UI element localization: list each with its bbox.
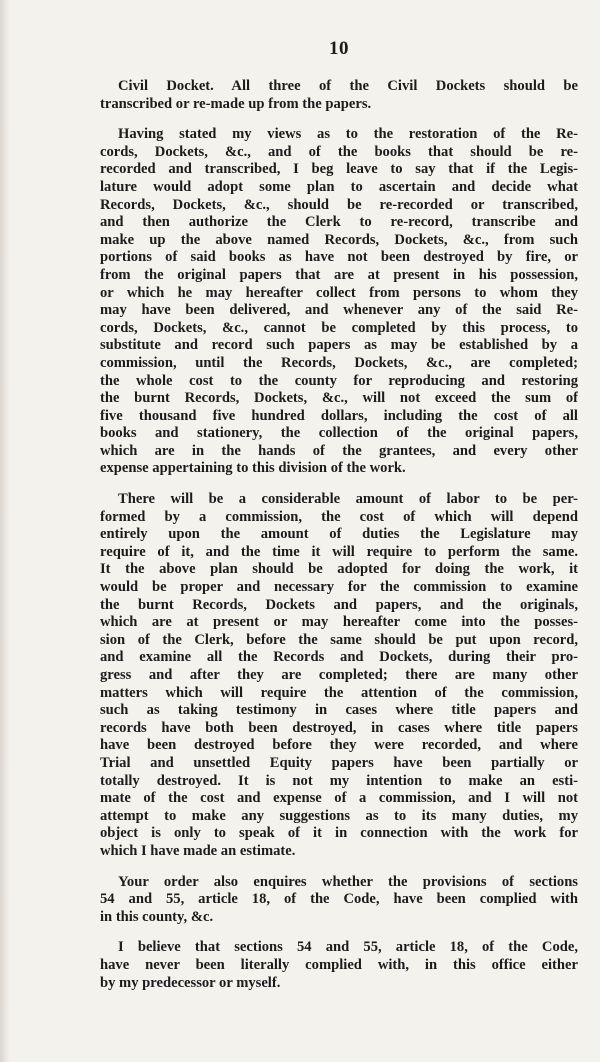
text-line: Having stated my views as to the restoration of the Re- [118,126,578,143]
text-line: object is only to speak of it in connection with the work for [100,825,578,842]
text-line: and then authorize the Clerk to re-record, transcribe and [100,214,578,231]
paragraph [100,491,578,860]
text-line: I believe that sections 54 and 55, article 18, of the Code, [118,939,578,956]
text-line: the burnt Records, Dockets and papers, and the originals, [100,596,578,613]
document-body [100,78,578,992]
text-line: by my predecessor or myself. [100,974,281,991]
text-line: or which he may hereafter collect from persons to whom they [100,284,578,301]
text-line: books and stationery, the collection of the original papers, [100,425,578,442]
text-line: 54 and 55, article 18, of the Code, have been complied with [100,891,578,908]
text-line: transcribed or re-made up from the papers. [100,95,372,112]
text-line: records have both been destroyed, in cases where title papers [100,719,578,736]
text-line: cords, Dockets, &c., and of the books that should be re- [100,143,578,160]
text-line: attempt to make any suggestions as to its many duties, my [100,807,578,824]
text-line: which are in the hands of the grantees, and every other [100,442,578,459]
paragraph [100,126,578,478]
text-line: require of it, and the time it will require to perform the same. [100,543,578,560]
text-line: Your order also enquires whether the provisions of sections [118,873,578,890]
paragraph [100,874,578,927]
text-line: totally destroyed. It is not my intention to make an esti- [100,772,578,789]
text-line: the burnt Records, Dockets, &c., will not exceed the sum of [100,390,578,407]
text-line: cords, Dockets, &c., cannot be completed by this process, to [100,319,578,336]
text-line: such as taking testimony in cases where title papers and [100,702,578,719]
text-line: and examine all the Records and Dockets, during their pro- [100,649,578,666]
text-line: Records, Dockets, &c., should be re-recorded or transcribed, [100,196,578,213]
text-line: It the above plan should be adopted for doing the work, it [100,561,578,578]
text-line: substitute and record such papers as may be established by a [100,337,578,354]
text-line: sion of the Clerk, before the same should be put upon record, [100,631,578,648]
text-line: formed by a commission, the cost of which will depend [100,508,578,525]
text-line: There will be a considerable amount of labor to be per- [118,491,578,508]
text-line: in this county, &c. [100,908,214,925]
text-line: portions of said books as have not been destroyed by fire, or [100,249,578,266]
text-line: Civil Docket. All three of the Civil Dockets should be [118,78,578,94]
page-edge-shadow [0,0,10,1062]
text-line: would be proper and necessary for the commission to examine [100,579,578,596]
text-line: have been destroyed before they were recorded, and where [100,737,578,754]
text-line: have never been literally complied with, in this office either [100,956,578,973]
text-line: commission, until the Records, Dockets, &c., are completed; [100,354,578,371]
text-line: may have been delivered, and whenever any of the said Re- [100,302,578,319]
page-number: 10 [329,38,349,59]
text-line: the whole cost to the county for reproducing and restoring [100,372,578,389]
paragraph [100,78,578,113]
text-line: mate of the cost and expense of a commission, and I will not [100,790,578,807]
text-line: Trial and unsettled Equity papers have been partially or [100,754,578,771]
text-line: which are at present or may hereafter come into the posses- [100,614,578,631]
text-line: gress and after they are completed; there are many other [100,667,578,683]
text-line: five thousand five hundred dollars, including the cost of all [100,407,578,424]
text-line: which I have made an estimate. [100,842,296,859]
text-line: lature would adopt some plan to ascertain and decide what [100,178,578,195]
text-line: matters which will require the attention of the commission, [100,684,578,701]
text-line: make up the above named Records, Dockets, &c., from such [100,231,578,248]
text-line: from the original papers that are at present in his possession, [100,266,578,283]
text-line: recorded and transcribed, I beg leave to say that if the Legis- [100,161,578,178]
paragraph [100,939,578,992]
text-line: expense appertaining to this division of the work. [100,460,406,477]
text-line: entirely upon the amount of duties the Legislature may [100,526,578,543]
